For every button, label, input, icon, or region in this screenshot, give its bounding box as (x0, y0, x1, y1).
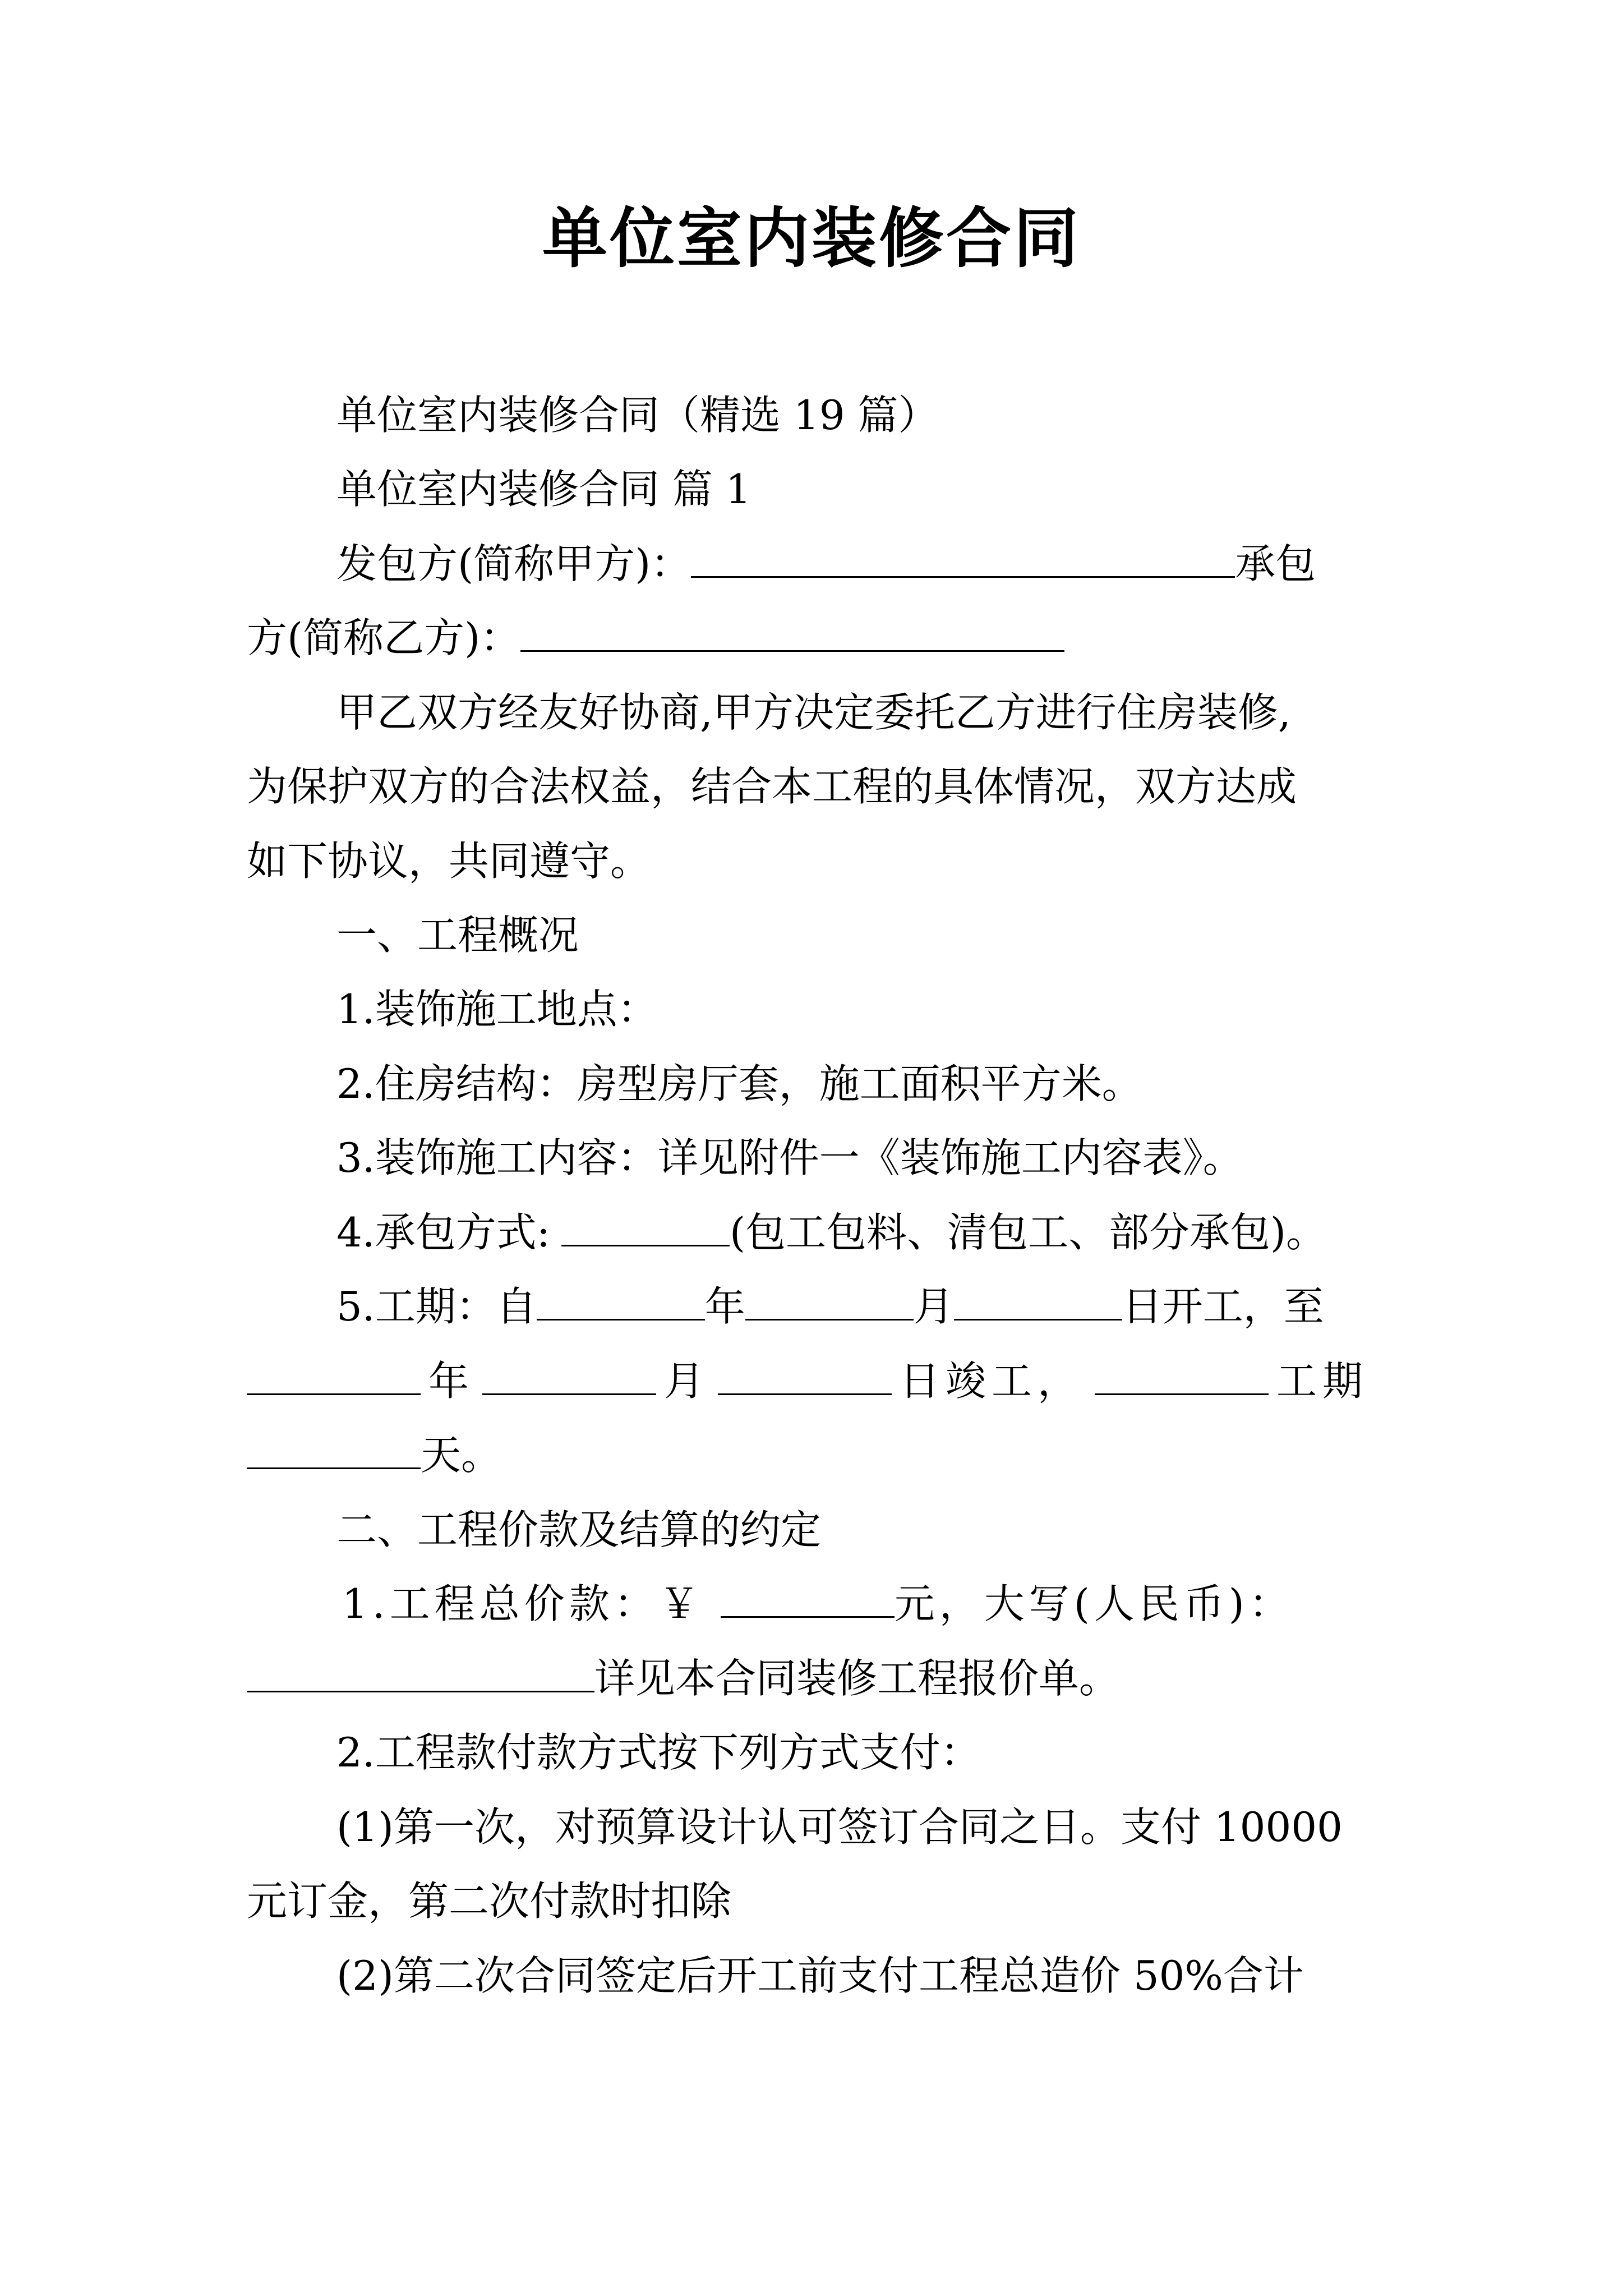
item4-options: (包工包料、清包工、部分承包)。 (729, 1209, 1327, 1256)
part2-item1-line2 (247, 1650, 1119, 1706)
page-title: 单位室内装修合同 (542, 200, 1081, 277)
part2-heading: 二、工程价款及结算的约定 (336, 1506, 822, 1553)
part1-item2: 2.住房结构：房型房厅套，施工面积平方米。 (336, 1060, 1142, 1107)
item5-period-blank (1095, 1360, 1269, 1395)
item5-end-year-blank (247, 1360, 421, 1395)
item5-start-month-blank (745, 1286, 914, 1320)
party-a-blank (691, 543, 1235, 578)
item1-capital-blank (247, 1658, 594, 1692)
part1-item1: 1.装饰施工地点： (336, 986, 658, 1033)
intro-line-2: 为保护双方的合法权益，结合本工程的具体情况，双方达成 (247, 763, 1297, 810)
item5-label: 5.工期：自 (336, 1283, 537, 1330)
item5-month2-label: 月 (664, 1358, 711, 1405)
item5-year-label: 年 (704, 1283, 745, 1330)
item5-start-year-blank (537, 1286, 705, 1320)
payment2-line1: (2)第二次合同签定后开工前支付工程总造价 50%合计 (336, 1952, 1304, 1999)
part1-item3: 3.装饰施工内容：详见附件一《装饰施工内容表》。 (336, 1134, 1243, 1181)
item4-blank (561, 1212, 730, 1246)
part2-item1-line1 (342, 1576, 1294, 1632)
intro-line-3: 如下协议，共同遵守。 (247, 838, 651, 885)
section-title: 单位室内装修合同 篇 1 (336, 466, 751, 513)
item1-rmb-label: 元，大写(人民币)： (894, 1580, 1294, 1627)
item5-end-label: 日竣工， (900, 1358, 1084, 1405)
part1-item5-line2 (247, 1353, 1368, 1409)
party-b-blank (520, 617, 1064, 652)
part1-item4 (336, 1204, 1326, 1260)
part1-heading: 一、工程概况 (336, 912, 579, 959)
item5-end-month-blank (482, 1360, 656, 1395)
item5-month-label: 月 (913, 1283, 954, 1330)
item1-quote-ref: 详见本合同装修工程报价单。 (594, 1655, 1120, 1702)
item5-period-label: 工期 (1276, 1358, 1369, 1405)
item4-label: 4.承包方式: (336, 1209, 550, 1256)
part2-item2: 2.工程款付款方式按下列方式支付： (336, 1729, 981, 1776)
party-a-label: 发包方(简称甲方)： (336, 540, 691, 587)
item5-year2-label: 年 (428, 1358, 475, 1405)
party-b-label: 方(简称乙方)： (247, 614, 521, 661)
item5-days-blank (247, 1434, 421, 1469)
item5-start-day-blank (954, 1286, 1122, 1320)
item5-end-day-blank (718, 1360, 892, 1395)
part1-item5-line1 (336, 1278, 1324, 1335)
item5-start-label: 日开工，至 (1122, 1283, 1324, 1330)
party-a-line (336, 536, 1316, 592)
item5-days-label: 天。 (421, 1432, 502, 1479)
party-b-line (247, 610, 1064, 666)
payment1-line2: 元订金，第二次付款时扣除 (247, 1878, 732, 1925)
party-b-lead: 承包 (1235, 540, 1316, 587)
item1-price-blank (721, 1583, 895, 1618)
part1-item5-line3 (247, 1427, 501, 1483)
payment1-line1: (1)第一次，对预算设计认可签订合同之日。支付 10000 (336, 1803, 1343, 1851)
intro-line-1: 甲乙双方经友好协商,甲方决定委托乙方进行住房装修, (336, 689, 1291, 736)
item1-price-label: 1.工程总价款：￥ (342, 1580, 704, 1627)
subtitle: 单位室内装修合同（精选 19 篇） (336, 392, 939, 439)
